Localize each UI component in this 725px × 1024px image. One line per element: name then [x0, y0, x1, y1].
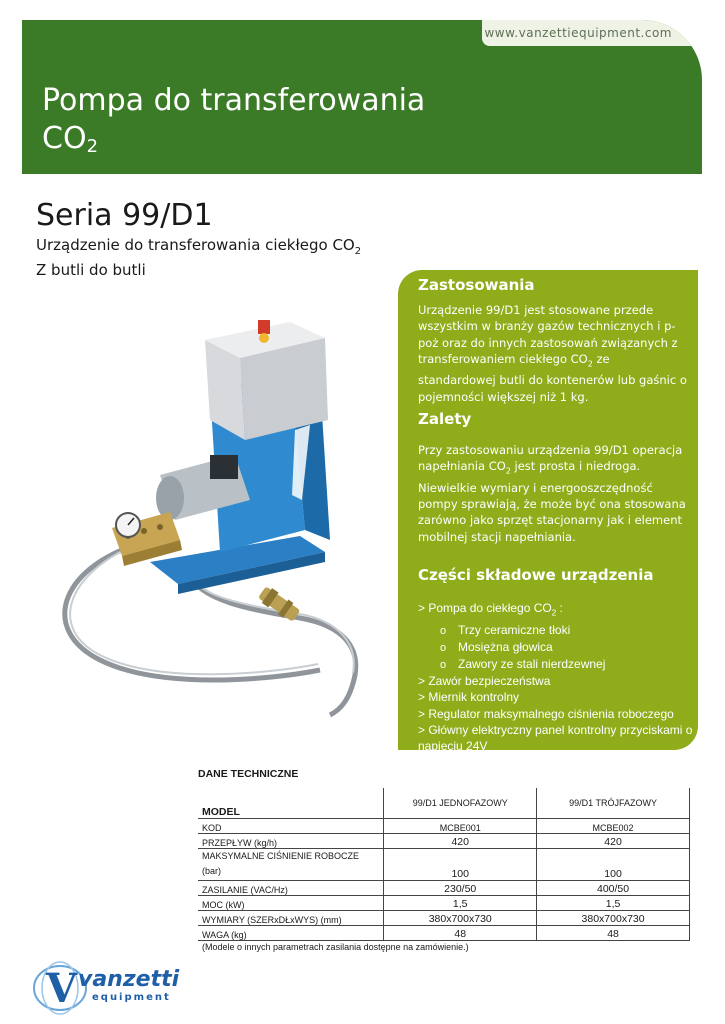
row-value-1: 100: [384, 848, 537, 880]
row-value-2: 380x700x730: [537, 910, 690, 925]
row-value-2: 400/50: [537, 880, 690, 895]
bullet: o: [440, 641, 447, 654]
advantages-text-sub: 2: [505, 466, 511, 476]
row-value-2: MCBE002: [537, 818, 690, 833]
row-label: MOC (kW): [198, 895, 384, 910]
tech-table: [198, 788, 690, 941]
url-strip: [482, 20, 702, 46]
list-item: > Miernik kontrolny: [418, 690, 520, 705]
model-1: 99/D1 JEDNOFAZOWY: [384, 788, 537, 818]
model-label: MODEL: [198, 788, 384, 818]
tech-heading: DANE TECHNICZNE: [198, 768, 299, 780]
row-label: KOD: [198, 818, 384, 833]
row-value-1: 420: [384, 833, 537, 848]
vanzetti-logo: [30, 956, 210, 1016]
table-row: [198, 925, 690, 940]
pump-unit-image: [40, 300, 400, 720]
info-panel: [398, 270, 698, 754]
bullet: o: [440, 624, 447, 637]
row-label: PRZEPŁYW (kg/h): [198, 833, 384, 848]
advantages-text-a: Przy zastosowaniu urządzenia 99/D1 operacja napełniania CO: [418, 443, 683, 474]
subtitle-line2: Z butli do butli: [36, 261, 146, 279]
table-row: [198, 895, 690, 910]
applications-text: [418, 302, 688, 405]
pump-item-sub: 2: [551, 608, 557, 618]
applications-text-a: Urządzenie 99/D1 jest stosowane przede wszystkim w branży gazów technicznych i p-poż oraz do innych zastosowań związanych z transferowaniem ciekłego CO: [418, 303, 678, 366]
series-subtitle: [36, 236, 361, 280]
model-2: 99/D1 TRÓJFAZOWY: [537, 788, 690, 818]
components-list: [418, 600, 698, 754]
page-title: [42, 82, 425, 166]
row-value-1: MCBE001: [384, 818, 537, 833]
row-value-1: 1,5: [384, 895, 537, 910]
logo-letter: V: [46, 965, 78, 1012]
pump-item-a: > Pompa do ciekłego CO: [418, 601, 552, 615]
row-value-2: 48: [537, 925, 690, 940]
row-value-1: 380x700x730: [384, 910, 537, 925]
table-header-row: [198, 788, 690, 818]
row-label: ZASILANIE (VAC/Hz): [198, 880, 384, 895]
row-value-2: 100: [537, 848, 690, 880]
advantages-text: [418, 442, 688, 545]
list-item: [418, 622, 698, 639]
components-heading: Części składowe urządzenia: [418, 566, 654, 584]
subtitle-subscript: 2: [354, 246, 362, 257]
list-item: > Regulator maksymalnego ciśnienia roboczego: [418, 706, 674, 721]
table-row: [198, 833, 690, 848]
pump-item: [418, 600, 698, 622]
table-row: [198, 910, 690, 925]
applications-text-b: ze standardowej butli do kontenerów lub gaśnic o pojemności większej niż 1 kg.: [418, 351, 687, 404]
title-line1: Pompa do transferowania: [42, 83, 426, 118]
sub-item-label: Zawory ze stali nierdzewnej: [458, 657, 606, 671]
logo-tagline: equipment: [92, 992, 171, 1003]
list-item: > Zawór bezpieczeństwa: [418, 674, 551, 689]
series-title: Seria 99/D1: [36, 198, 213, 233]
title-line2: CO: [42, 121, 87, 156]
advantages-heading: Zalety: [418, 410, 472, 428]
row-value-1: 230/50: [384, 880, 537, 895]
sub-item-label: Trzy ceramiczne tłoki: [458, 622, 571, 637]
row-value-1: 48: [384, 925, 537, 940]
tech-note: (Modele o innych parametrach zasilania dostępne na zamówienie.): [202, 942, 469, 952]
advantages-text-b: jest prosta i niedroga. Niewielkie wymiary i energooszczędność pompy sprawiają, że może być ona stosowana zarówno jako sprzęt stacjonarny jak i element mobilnej stacji napełniania.: [418, 459, 686, 544]
title-line2-subscript: 2: [86, 136, 99, 157]
pump-item-b: :: [556, 601, 563, 615]
subtitle-line1: Urządzenie do transferowania ciekłego CO: [36, 236, 355, 254]
row-value-2: 1,5: [537, 895, 690, 910]
header-banner: [22, 20, 702, 174]
applications-text-sub: 2: [587, 359, 593, 369]
row-label: WAGA (kg): [198, 925, 384, 940]
logo-name: vanzetti: [78, 967, 180, 992]
row-value-2: 420: [537, 833, 690, 848]
bullet: o: [440, 659, 447, 671]
table-row: [198, 818, 690, 833]
table-row: [198, 848, 690, 880]
list-item: [418, 639, 698, 656]
row-label: WYMIARY (SZERxDŁxWYS) (mm): [198, 910, 384, 925]
list-item: > Główny elektryczny panel kontrolny przyciskami o napięciu 24V: [418, 722, 693, 754]
row-label: MAKSYMALNE CIŚNIENIE ROBOCZE (bar): [198, 848, 384, 880]
applications-heading: Zastosowania: [418, 276, 535, 294]
nozzle: [257, 585, 302, 624]
website-url[interactable]: www.vanzettiequipment.com: [484, 26, 672, 40]
table-row: [198, 880, 690, 895]
sub-item-label: Mosiężna głowica: [458, 639, 553, 654]
list-item: [418, 656, 698, 673]
